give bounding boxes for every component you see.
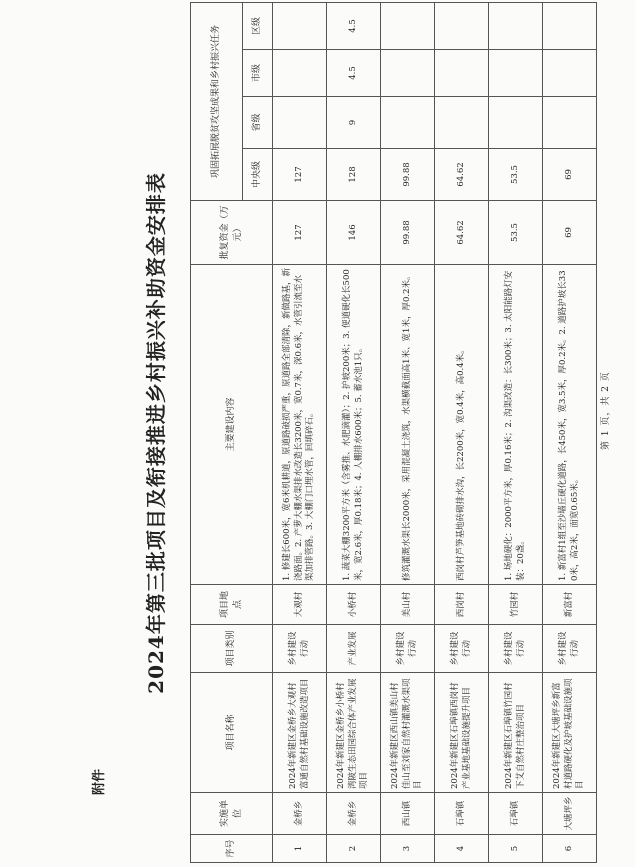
cell-content: 1. 新富村1组至沙墙丘硬化道路，长450米，宽3.5米，厚0.2米。2. 道路护坡长330米，高2米，面宽0.65米。: [543, 265, 597, 585]
cell-name: 2024年新建区大塘坪乡新富村道路硬化及护坡基础设施项目: [543, 673, 597, 793]
cell-location: 新富村: [543, 585, 597, 625]
cell-name: 2024年新建区金桥乡小桥村湾陂生态田园综合体产业发展项目: [327, 673, 381, 793]
cell-central: 99.88: [381, 149, 435, 201]
cell-content: 1. 蔬菜大棚3200平方米（含雾推、水肥滴灌）；2. 护坡200米；3. 便道硬化长500米，宽2.6米，厚0.18米；4. 人棚排水600米；5. 蓄水池1只。: [327, 265, 381, 585]
cell-funds: 64.62: [435, 201, 489, 265]
cell-category: 乡村建设行动: [381, 625, 435, 673]
table-row: [381, 2, 435, 862]
cell-district: 4.5: [327, 2, 381, 49]
cell-seq: 4: [435, 835, 489, 863]
cell-central: 127: [273, 149, 327, 201]
cell-unit: 石埠镇: [435, 793, 489, 835]
cell-city: [489, 50, 543, 97]
header-city: 市级: [243, 50, 273, 97]
table-row: [273, 2, 327, 862]
cell-unit: 石埠镇: [489, 793, 543, 835]
cell-district: [435, 2, 489, 49]
cell-name: 2024年新建区西山镇美山村佳山至刘家自然村灌溉水渠项目: [381, 673, 435, 793]
cell-province: [489, 97, 543, 149]
cell-content: 1. 修建长600米，宽6米机耕道，原道路破损严重，原道路全部清除，新做路基，新浇路面。2. 产萝大棚水渠排水改造长3200米，宽0.7米，深0.6米，水管引流至水渠加排管路。3. 大棚门口埋水管，回填碎石。: [273, 265, 327, 585]
cell-name: 2024年新建区石埠镇西岗村产业基地基础设施提升项目: [435, 673, 489, 793]
header-seq: 序号: [191, 835, 273, 863]
header-unit: 实施单位: [191, 793, 273, 835]
header-central: 中央级: [243, 149, 273, 201]
cell-category: 乡村建设行动: [435, 625, 489, 673]
attachment-label: 附件: [92, 768, 107, 795]
cell-content: 1. 场地硬化：2000平方米，厚0.16米；2. 沟渠改造：长300米；3. 太阳能路灯安装：20盏。: [489, 265, 543, 585]
cell-province: [435, 97, 489, 149]
rotated-table-frame: [130, 3, 620, 863]
table-row: [543, 2, 597, 862]
cell-city: [381, 50, 435, 97]
cell-seq: 5: [489, 835, 543, 863]
cell-category: 产业发展: [327, 625, 381, 673]
header-funds: 批复资金（万元）: [191, 201, 273, 265]
cell-content: 修筑灌溉水渠长2000米，采用混凝土浇筑，水渠横截面高1米、宽1米，厚0.2米。: [381, 265, 435, 585]
cell-unit: 金桥乡: [327, 793, 381, 835]
header-category: 项目类别: [191, 625, 273, 673]
cell-name: 2024年新建区金桥乡大观村富通自然村基础设施改造项目: [273, 673, 327, 793]
cell-funds: 127: [273, 201, 327, 265]
header-district: 区级: [243, 2, 273, 49]
cell-district: [273, 2, 327, 49]
cell-unit: 金桥乡: [273, 793, 327, 835]
cell-category: 乡村建设行动: [273, 625, 327, 673]
cell-province: 9: [327, 97, 381, 149]
page-number: 第 1 页，共 2 页: [601, 371, 611, 450]
header-name: 项目名称: [191, 673, 273, 793]
cell-funds: 146: [327, 201, 381, 265]
cell-central: 128: [327, 149, 381, 201]
cell-category: 乡村建设行动: [489, 625, 543, 673]
header-province: 省级: [243, 97, 273, 149]
header-group: 巩固拓展脱贫攻坚成果和乡村振兴任务: [191, 2, 243, 200]
cell-central: 69: [543, 149, 597, 201]
cell-category: 乡村建设行动: [543, 625, 597, 673]
cell-location: 美山村: [381, 585, 435, 625]
cell-funds: 53.5: [489, 201, 543, 265]
cell-province: [381, 97, 435, 149]
cell-name: 2024年新建区石埠镇竹园村下艾自然村庄整治项目: [489, 673, 543, 793]
funding-table: [190, 2, 597, 863]
cell-district: [489, 2, 543, 49]
cell-location: 大观村: [273, 585, 327, 625]
header-content: 主要建设内容: [191, 265, 273, 585]
header-row-1: [191, 2, 243, 862]
cell-city: [435, 50, 489, 97]
cell-seq: 1: [273, 835, 327, 863]
cell-location: 小桥村: [327, 585, 381, 625]
cell-city: [273, 50, 327, 97]
table-row: [435, 2, 489, 862]
cell-seq: 2: [327, 835, 381, 863]
cell-unit: 西山镇: [381, 793, 435, 835]
cell-central: 53.5: [489, 149, 543, 201]
cell-district: [543, 2, 597, 49]
cell-content: 西岗村芦笋基地砖砌排水沟，长2200米，宽0.4米，高0.4米。: [435, 265, 489, 585]
cell-unit: 大塘坪乡: [543, 793, 597, 835]
document-title: 2024年第三批项目及衔接推进乡村振兴补助资金安排表: [144, 172, 168, 694]
cell-funds: 69: [543, 201, 597, 265]
cell-location: 西岗村: [435, 585, 489, 625]
cell-location: 竹园村: [489, 585, 543, 625]
header-location: 项目地点: [191, 585, 273, 625]
cell-funds: 99.88: [381, 201, 435, 265]
table-row: [489, 2, 543, 862]
cell-seq: 6: [543, 835, 597, 863]
cell-district: [381, 2, 435, 49]
cell-province: [273, 97, 327, 149]
cell-seq: 3: [381, 835, 435, 863]
table-row: [327, 2, 381, 862]
cell-city: 4.5: [327, 50, 381, 97]
cell-province: [543, 97, 597, 149]
cell-central: 64.62: [435, 149, 489, 201]
cell-city: [543, 50, 597, 97]
